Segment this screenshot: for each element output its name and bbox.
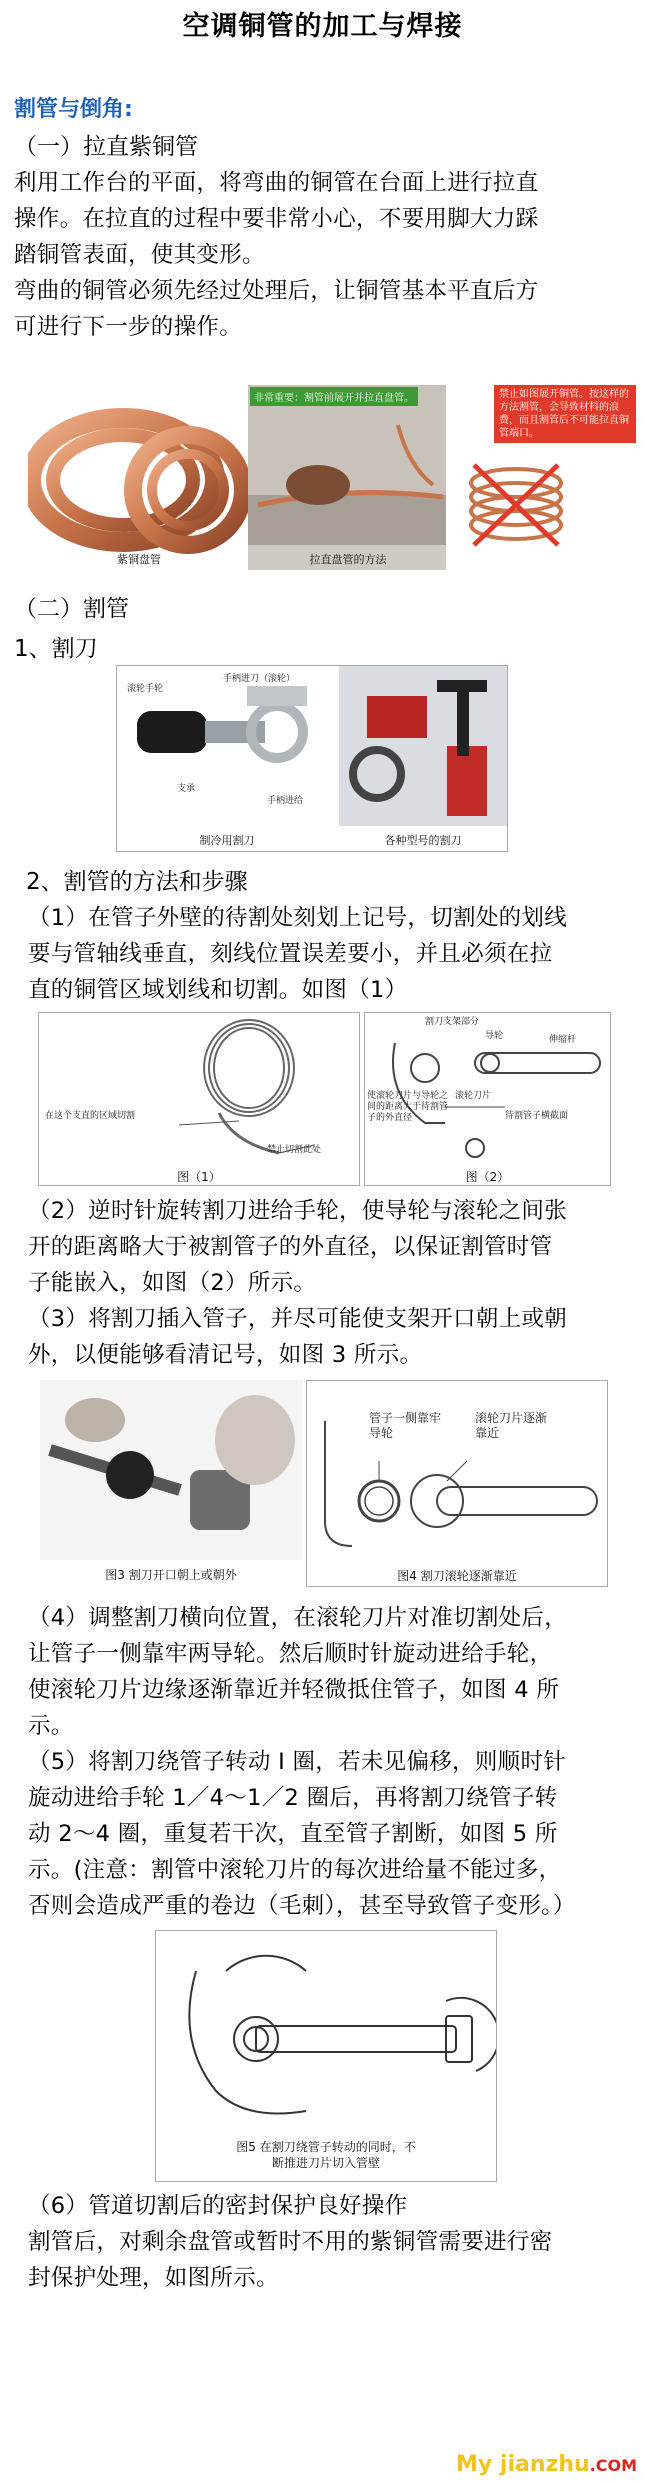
fig2-label: 导轮: [485, 1031, 504, 1041]
para-line: 示。(注意：割管中滚轮刀片的每次进给量不能过多，: [28, 1857, 562, 1883]
fig2-label: 滚轮刀片: [455, 1091, 492, 1101]
para-line: 动 2～4 圈，重复若干次，直至管子割断，如图 5 所: [28, 1821, 558, 1847]
fig4-label: 滚轮刀片逐渐靠近: [475, 1411, 548, 1440]
para-line: （2）逆时针旋转割刀进给手轮，使导轮与滚轮之间张: [28, 1198, 568, 1224]
caption-line: 图5 在割刀绕管子转动的同时，不: [236, 2140, 416, 2154]
para-line: 弯曲的铜管必须先经过处理后，让铜管基本平直后方: [14, 278, 539, 304]
para-line: 踏铜管表面，使其变形。: [14, 242, 265, 268]
warning-green-label: 非常重要：割管前展开并拉直盘管。: [250, 387, 418, 406]
fig1-label: 在这个支直的区域切割: [45, 1111, 136, 1121]
watermark-part2: .COM: [589, 2456, 637, 2475]
fig2-label: 割刀支架部分: [425, 1017, 480, 1027]
para-line: （3）将割刀插入管子，并尽可能使支架开口朝上或朝: [28, 1306, 568, 1332]
para-line: （4）调整割刀横向位置，在滚轮刀片对准切割处后，: [28, 1605, 568, 1631]
cutter-figure: [116, 665, 508, 852]
cutter-rotation-diagram-icon: [156, 1931, 496, 2141]
cutter-label: 手柄进给: [267, 796, 304, 806]
prohibited-coil-icon: [446, 385, 636, 570]
para-line: 封保护处理，如图所示。: [28, 2265, 279, 2291]
para-line: 让管子一侧靠牢两导轮。然后顺时针旋动进给手轮，: [28, 1641, 553, 1667]
fig2-label: 待割管子横截面: [505, 1111, 569, 1121]
coil-cut-diagram-icon: [39, 1013, 359, 1163]
para-line: （5）将割刀绕管子转动 I 圈，若未见偏移，则顺时针: [28, 1749, 567, 1775]
cutter-label: 手柄进刀（滚轮）: [223, 674, 296, 684]
paragraph-step6: [28, 2188, 643, 2296]
prohibited-photo: [446, 385, 636, 570]
paragraph-step1: [28, 900, 643, 1008]
para-line: 子能嵌入，如图（2）所示。: [28, 1270, 317, 1296]
caption: 制冷用割刀: [199, 834, 255, 847]
straightening-photo: [248, 385, 448, 570]
fig2-label: 伸缩杆: [549, 1035, 577, 1045]
figure-3: [40, 1380, 302, 1585]
item-cutter: 1、割刀: [14, 636, 98, 662]
copper-coil-photo: [28, 385, 250, 570]
caption: 图4 割刀滚轮逐渐靠近: [397, 1569, 517, 1583]
para-line: 直的铜管区域划线和切割。如图（1）: [28, 977, 408, 1003]
warning-red-label: 禁止如图展开铜管。按这样的方法割管，会导致材料的浪费，而且割管后不可能拉直铜管端口。: [494, 385, 636, 443]
paragraph-step2-3: [28, 1193, 643, 1373]
paragraph-straighten: [14, 165, 644, 345]
fig1-label: 禁止切割此处: [267, 1145, 322, 1155]
roller-approach-diagram-icon: [307, 1381, 607, 1561]
figure-1: [38, 1012, 360, 1186]
fig4-label: 管子一侧靠牢导轮: [369, 1411, 442, 1440]
caption: 图（2）: [465, 1170, 510, 1184]
para-line: （6）管道切割后的密封保护良好操作: [28, 2193, 408, 2219]
watermark-part1: My jianzhu: [456, 2452, 590, 2477]
item-method: 2、割管的方法和步骤: [26, 869, 248, 895]
cutter-label: 支承: [177, 784, 196, 794]
para-line: 利用工作台的平面，将弯曲的铜管在台面上进行拉直: [14, 170, 539, 196]
figure-2: [364, 1012, 611, 1186]
pipe-cutter-icon: [117, 666, 507, 851]
subheading-cut: （二）割管: [14, 596, 129, 622]
para-line: 可进行下一步的操作。: [14, 314, 243, 340]
para-line: 要与管轴线垂直，刻线位置误差要小，并且必须在拉: [28, 941, 553, 967]
caption: 各种型号的割刀: [384, 834, 462, 847]
paragraph-step4-5: [28, 1600, 643, 1924]
page-title: 空调铜管的加工与焊接: [182, 11, 463, 42]
hand-straightening-icon: [248, 385, 448, 545]
caption: 拉直盘管的方法: [309, 553, 387, 566]
para-line: 操作。在拉直的过程中要非常小心，不要用脚大力踩: [14, 206, 539, 232]
para-line: 旋动进给手轮 1／4～1／2 圈后，再将割刀绕管子转: [28, 1785, 558, 1811]
figure-5: [155, 1930, 497, 2182]
section-heading: 割管与倒角:: [14, 97, 133, 122]
caption: 紫铜盘管: [117, 553, 161, 566]
para-line: （1）在管子外壁的待割处刻划上记号，切割处的划线: [28, 905, 568, 931]
caption: [156, 2139, 496, 2171]
site-watermark: [456, 2452, 637, 2477]
caption: 图（1）: [177, 1170, 221, 1184]
para-line: 否则会造成严重的卷边（毛刺），甚至导致管子变形。）: [28, 1893, 576, 1919]
cutter-label: 滚轮手轮: [127, 684, 164, 694]
para-line: 使滚轮刀片边缘逐渐靠近并轻微抵住管子，如图 4 所: [28, 1677, 560, 1703]
para-line: 开的距离略大于被割管子的外直径，以保证割管时管: [28, 1234, 553, 1260]
figure-4: [306, 1380, 608, 1587]
copper-coil-icon: [28, 385, 250, 570]
cutter-in-hand-icon: [40, 1380, 302, 1560]
caption: 图3 割刀开口朝上或朝外: [105, 1568, 237, 1582]
fig2-label: 使滚轮刀片与导轮之间的距离大于待割管子的外直径: [367, 1091, 449, 1123]
para-line: 割管后，对剩余盘管或暂时不用的紫铜管需要进行密: [28, 2229, 553, 2255]
caption-line: 断推进刀片切入管壁: [271, 2156, 380, 2170]
subheading-straighten: （一）拉直紫铜管: [14, 134, 198, 160]
para-line: 示。: [28, 1713, 74, 1739]
para-line: 外，以便能够看清记号，如图 3 所示。: [28, 1342, 423, 1368]
